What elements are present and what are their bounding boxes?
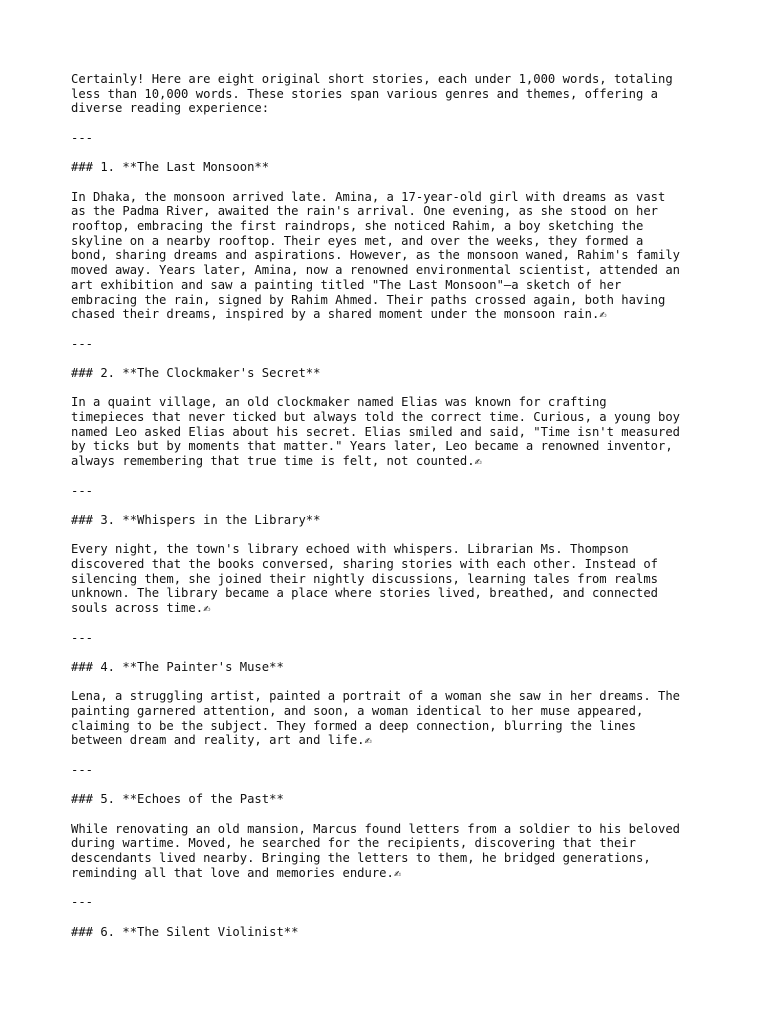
story-3-heading: ### 3. **Whispers in the Library** [71,512,321,527]
section-divider: --- [71,130,94,145]
document-body [71,72,711,939]
section-divider: --- [71,762,94,777]
intro-paragraph: Certainly! Here are eight original short stories, each under 1,000 words, totaling less than 10,000 words. These stories span various genres and themes, offering a diverse reading experience: [71,72,673,116]
story-4-body: Lena, a struggling artist, painted a portrait of a woman she saw in her dreams. The painting garnered attention, and soon, a woman identical to her muse appeared, claiming to be the subject. They formed a deep connection, blurring the lines between dream and reality, art and life.✍ [71,689,681,748]
story-5-heading: ### 5. **Echoes of the Past** [71,792,284,807]
story-1-heading: ### 1. **The Last Monsoon** [71,160,270,175]
story-3-body: Every night, the town's library echoed with whispers. Librarian Ms. Thompson discovered that the books conversed, sharing stories with each other. Instead of silencing them, she joined their nightly discussions, learning tales from realms unknown. The library became a place where stories lived, breathed, and connected souls across time.✍ [71,542,658,616]
story-1-body: In Dhaka, the monsoon arrived late. Amina, a 17-year-old girl with dreams as vast as the Padma River, awaited the rain's arrival. One evening, as she stood on her rooftop, embracing the first raindrops, she noticed Rahim, a boy sketching the skyline on a nearby rooftop. Their eyes met, and over the weeks, they formed a bond, sharing dreams and aspirations. However, as the monsoon waned, Rahim's family moved away. Years later, Amina, now a renowned environmental scientist, attended an art exhibition and saw a painting titled "The Last Monsoon"—a sketch of her embracing the rain, signed by Rahim Ahmed. Their paths crossed again, both having chased their dreams, inspired by a shared moment under the monsoon rain.✍ [71,189,681,322]
story-2-body: In a quaint village, an old clockmaker named Elias was known for crafting timepieces that never ticked but always told the correct time. Curious, a young boy named Leo asked Elias about his secret. Elias smiled and said, "Time isn't measured by ticks but by moments that matter." Years later, Leo became a renowned inventor, always remembering that true time is felt, not counted.✍ [71,395,681,469]
story-2-heading: ### 2. **The Clockmaker's Secret** [71,365,321,380]
story-6-heading: ### 6. **The Silent Violinist** [71,924,299,939]
section-divider: --- [71,483,94,498]
section-divider: --- [71,336,94,351]
section-divider: --- [71,630,94,645]
story-5-body: While renovating an old mansion, Marcus found letters from a soldier to his beloved during wartime. Moved, he searched for the recipients, discovering that their descendants lived nearby. Bringing the letters to them, he bridged generations, reminding all that love and memories endure.✍ [71,821,681,880]
story-4-heading: ### 4. **The Painter's Muse** [71,659,284,674]
section-divider: --- [71,895,94,910]
